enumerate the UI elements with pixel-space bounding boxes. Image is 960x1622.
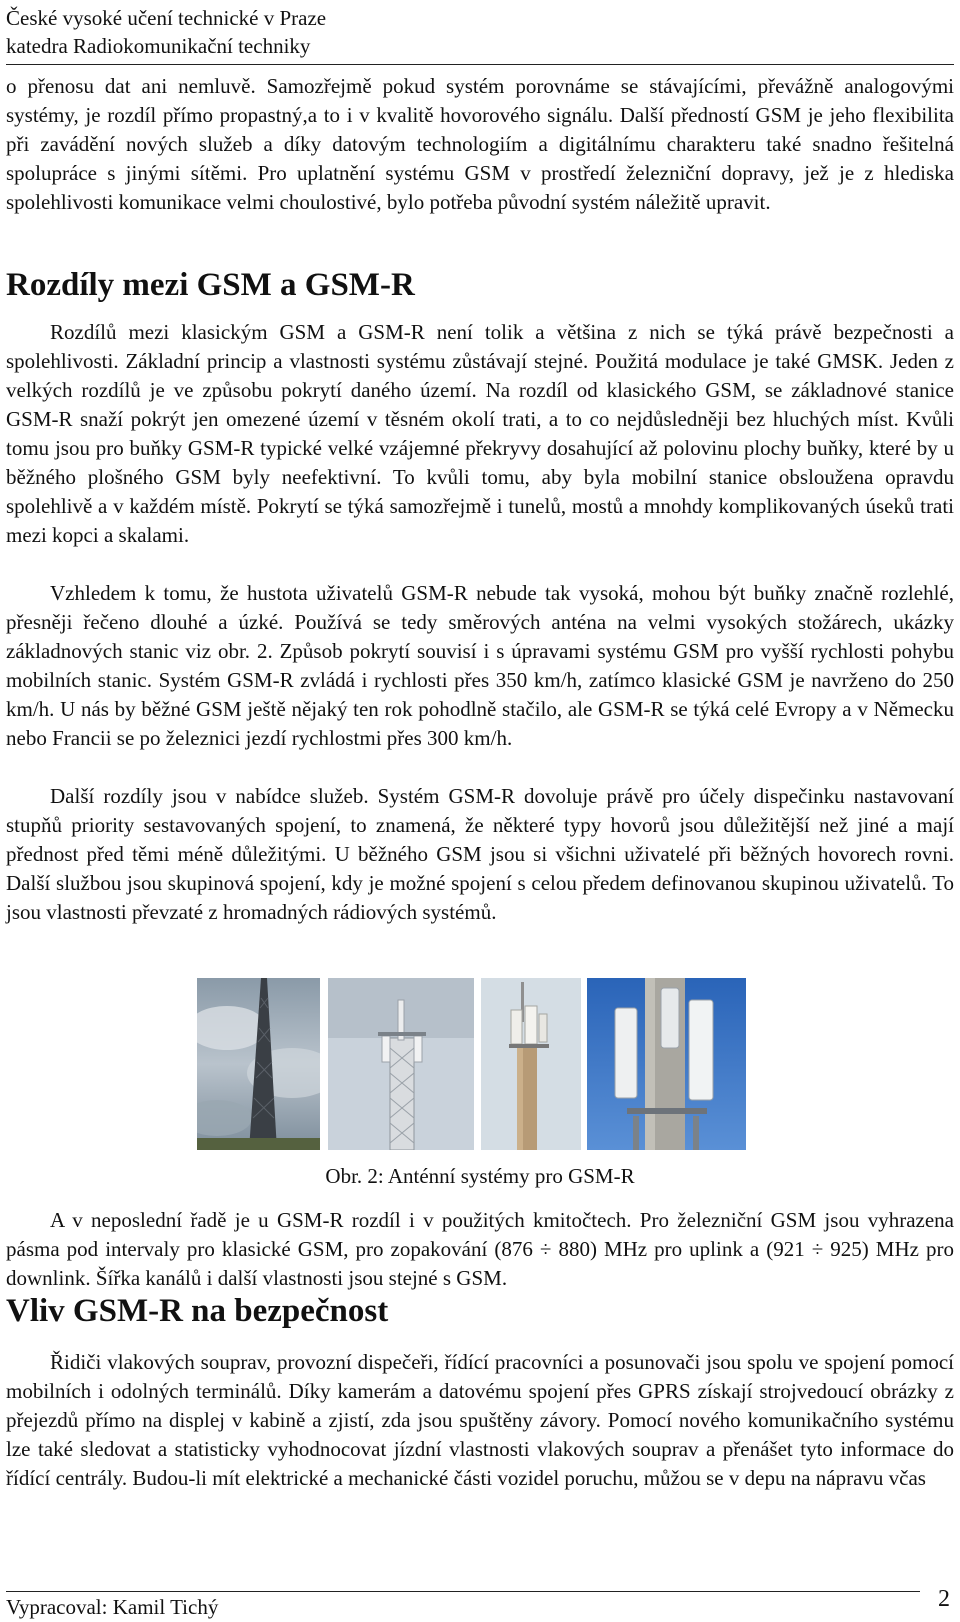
photo-concrete-pole (481, 978, 581, 1150)
paragraph-frequencies: A v neposlední řadě je u GSM-R rozdíl i v použitých kmitočtech. Pro železniční GSM jsou vyhrazena pásma pod intervaly pro klasické GSM, pro zopakování (876 ÷ 880) MHz pro uplink a (921 ÷ 925) MHz pro downlink. Šířka kanálů i další vlastnosti jsou stejné s GSM. (6, 1208, 954, 1290)
photo-lattice-mast (197, 978, 320, 1150)
header-university: České vysoké učení technické v Praze (6, 6, 327, 30)
paragraph-differences-2: Vzhledem k tomu, že hustota uživatelů GSM-R nebude tak vysoká, mohou být buňky značně rozlehlé, přesněji řečeno dlouhé a úzké. Používá se tedy směrových anténa na velmi vysokých stožárech, ukázky základnových stanic viz obr. 2. Způsob pokrytí souvisí i s úpravami systému GSM pro vyšší rychlosti pohybu mobilních stanic. Systém GSM-R zvládá i rychlosti přes 350 km/h, zatímco klasické GSM je navrženo do 250 km/h. U nás by běžné GSM ještě nějaký ten rok pohodlně stačilo, ale GSM-R se týká celé Evropy a v Německu nebo Francii se po železnici jezdí rychlostmi přes 300 km/h. (6, 581, 954, 750)
photo-tower-antennas (328, 978, 474, 1150)
heading-differences: Rozdíly mezi GSM a GSM-R (6, 267, 415, 303)
paragraph-differences-3: Další rozdíly jsou v nabídce služeb. Systém GSM-R dovoluje právě pro účely dispečinku nastavovaní stupňů priority sestavovaných spojení, to znamená, že některé typy hovorů jsou důležitější než jiné a mají přednost před těmi méně důležitými. U běžného GSM jsou si všichni uživatelé při běžných hovorech rovni. Další službou jsou skupinová spojení, kdy je možné spojení s celou předem definovanou skupinou uživatelů. To jsou vlastnosti převzaté z hromadných rádiových systémů. (6, 784, 954, 924)
paragraph-safety: Řidiči vlakových souprav, provozní dispečeři, řídící pracovníci a posunovači jsou spolu ve spojení pomocí mobilních i odolných terminálů. Díky kamerám a datovému spojení přes GPRS získají strojvedoucí obrázky z přejezdů přímo na displej v kabině a zjistí, zda jsou spuštěny závory. Pomocí nového komunikačního systému lze také sledovat a statisticky vyhodnocovat jízdní vlastnosti vlakových souprav a přenášet tyto informace do řídící centrály. Budou-li mít elektrické a mechanické části vozidel poruchu, můžou se v depu na nápravu včas (6, 1350, 954, 1490)
paragraph-intro: o přenosu dat ani nemluvě. Samozřejmě pokud systém porovnáme se stávajícími, převážně analogovými systémy, je rozdíl přímo propastný,a to i v kvalitě hovorového signálu. Další předností GSM je jeho flexibilita při zavádění nových služeb a díky datovým technologiím a digitálnímu charakteru také snadno řešitelná spolupráce s jinými sítěmi. Pro uplatnění systému GSM v prostředí železniční dopravy, jež je z hlediska spolehlivosti komunikace velmi choulostivé, bylo potřeba původní systém náležitě upravit. (6, 74, 954, 214)
header-divider (6, 64, 954, 65)
header-department: katedra Radiokomunikační techniky (6, 34, 311, 58)
page-number: 2 (938, 1586, 950, 1612)
paragraph-differences-1: Rozdílů mezi klasickým GSM a GSM-R není tolik a většina z nich se týká právě bezpečnosti a spolehlivosti. Základní princip a vlastnosti systému zůstávají stejné. Použitá modulace je také GMSK. Jeden z velkých rozdílů je ve způsobu pokrytí daného území. Na rozdíl od klasického GSM, se základnové stanice GSM-R snaží pokrýt jen omezené území v těsném okolí trati, a to co nejdůsledněji bez hluchých míst. Kvůli tomu jsou pro buňky GSM-R typické velké vzájemné překryvy dosahující až polovinu plochy buňky, které by u běžného plošného GSM byly neefektivní. To kvůli tomu, aby byla mobilní stanice obsloužena opravdu spolehlivě a v každém místě. Pokrytí se týká samozřejmě i tunelů, mostů a mnohdy komplikovaných úseků trati mezi kopci a skalami. (6, 320, 954, 547)
figure-caption: Obr. 2: Anténní systémy pro GSM-R (325, 1164, 635, 1188)
photo-panel-antennas (587, 978, 746, 1150)
footer-divider (6, 1591, 920, 1592)
footer-author: Vypracoval: Kamil Tichý (6, 1595, 219, 1619)
heading-safety: Vliv GSM-R na bezpečnost (6, 1293, 389, 1329)
page-header (6, 4, 326, 60)
